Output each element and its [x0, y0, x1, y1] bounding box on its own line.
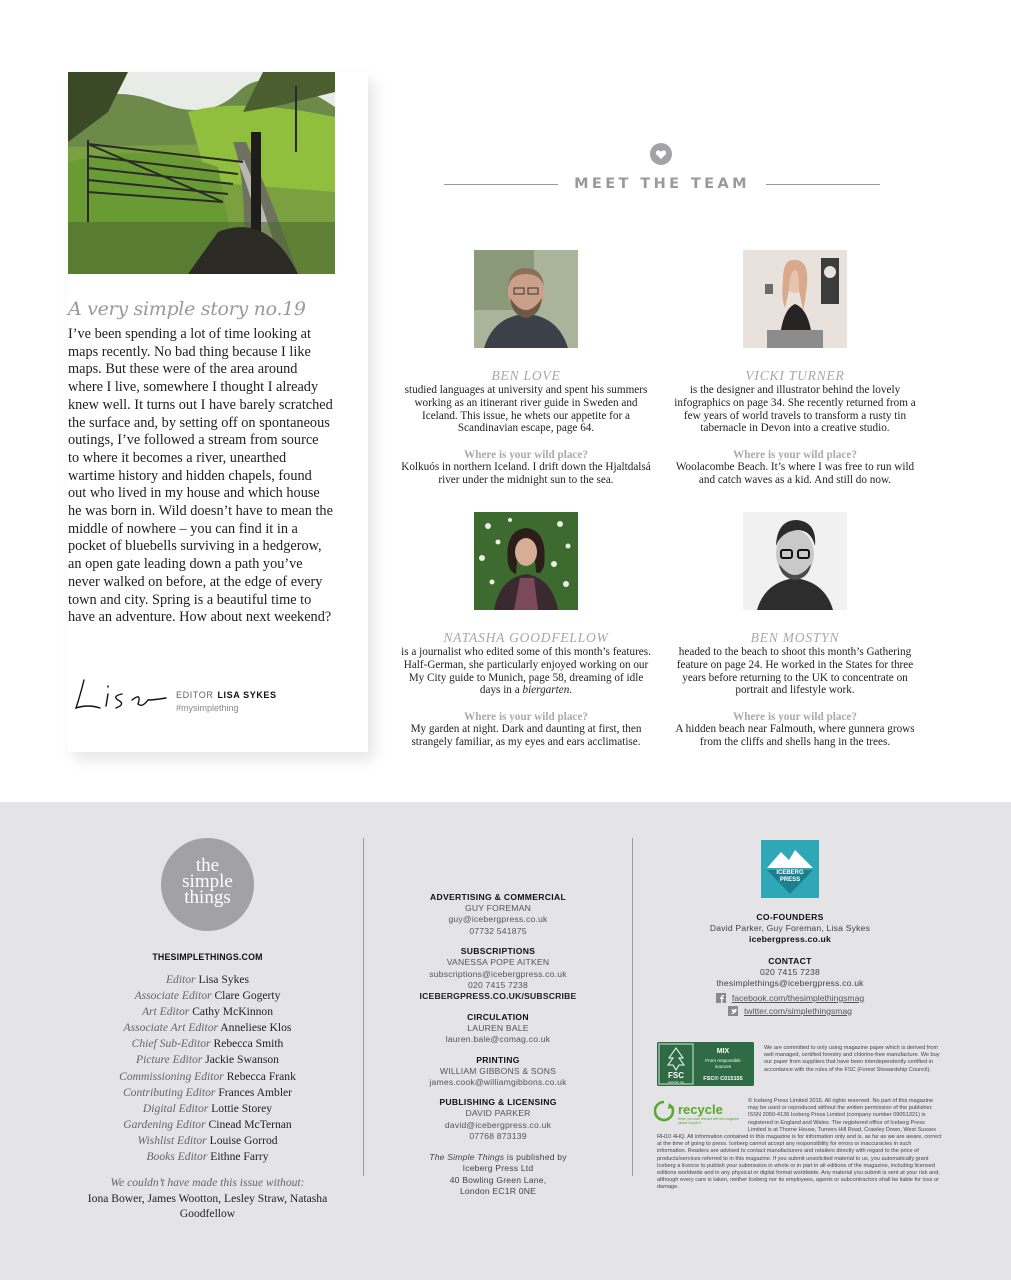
twitter-link[interactable]	[690, 1006, 890, 1016]
member-name: NATASHA GOODFELLOW	[443, 630, 609, 645]
staff-name: Eithne Farry	[210, 1150, 269, 1164]
member-name: VICKI TURNER	[745, 368, 845, 383]
contact-email[interactable]: subscriptions@icebergpress.co.uk	[429, 968, 567, 979]
wild-place-answer: My garden at night. Dark and daunting at first, then strangely familiar, as my eyes and ears acclimatise.	[410, 723, 642, 748]
facebook-icon	[716, 993, 726, 1003]
published-by: is published by	[506, 1151, 567, 1162]
logo-line: things	[184, 887, 231, 908]
staff-role: Contributing Editor	[122, 1085, 216, 1099]
team-heading-row	[444, 174, 880, 196]
fsc-code: FSC® C015155	[703, 1076, 743, 1082]
staff-name: Lisa Sykes	[198, 973, 250, 986]
member-bio: is the designer and illustrator behind the lovely infographics on page 34. She recently returned from a few years of world travels to transform a rusty tin tabernacle in Devon into a creative studio.	[674, 384, 916, 435]
contact-phone: 020 7415 7238	[468, 980, 528, 991]
staff-role: Associate Editor	[134, 989, 212, 1003]
team-member-ben-mostyn	[670, 512, 920, 749]
contact-line: GUY FOREMAN	[464, 903, 532, 913]
contact-printing	[398, 1055, 598, 1089]
team-member-natasha-goodfellow	[401, 512, 651, 749]
publisher-line: London EC1R 0NE	[459, 1185, 537, 1196]
staff-role: Art Editor	[141, 1005, 190, 1019]
iceberg-logo-text: ICEBERG	[776, 870, 804, 876]
staff-item	[80, 1085, 335, 1101]
contact-heading: CONTACT	[768, 955, 812, 966]
staff-role: Books Editor	[146, 1150, 208, 1164]
staff-name: Anneliese Klos	[220, 1021, 292, 1035]
contact-email[interactable]: david@icebergpress.co.uk	[444, 1119, 552, 1130]
company-site[interactable]: icebergpress.co.uk	[749, 934, 831, 945]
fsc-mix: MIX	[716, 1048, 730, 1055]
contact-phone: 020 7415 7238	[760, 966, 820, 977]
staff-name: Louise Gorrod	[209, 1133, 278, 1147]
staff-name: Rebecca Frank	[226, 1069, 296, 1083]
wild-place-question: Where is your wild place?	[464, 449, 588, 462]
editor-line	[176, 690, 277, 700]
facebook-url: facebook.com/thesimplethingsmag	[731, 992, 865, 1003]
staff-role: Wishlist Editor	[137, 1133, 207, 1147]
contact-line: VANESSA POPE AITKEN	[446, 957, 550, 968]
natasha-goodfellow-photo	[474, 512, 578, 610]
member-bio: is a journalist who edited some of this month’s features. Half-German, she particularly enjoyed working on our My City guide to Munich, page 58, dreaming of idle days in a biergarten.	[401, 646, 651, 697]
fsc-statement: We are committed to only using magazine paper which is derived from well managed, certified forestry and chlorine-free manufacture. We buy our paper from suppliers that have been interdependently certified in accordance with the rules of the FSC (Forest Stewardship Council).	[764, 1045, 940, 1073]
staff-role: Commissioning Editor	[119, 1069, 224, 1083]
magazine-name: The Simple Things	[429, 1151, 505, 1162]
recycle-label: recycle	[678, 1102, 723, 1117]
iceberg-press-logo	[761, 840, 819, 898]
contact-email[interactable]: lauren.bale@comag.co.uk	[445, 1034, 551, 1045]
wild-place-question: Where is your wild place?	[464, 711, 588, 724]
subscribe-link[interactable]: ICEBERGPRESS.CO.UK/SUBSCRIBE	[419, 991, 577, 1002]
company-info	[690, 912, 890, 1016]
credits-section	[0, 802, 1011, 1280]
story-title: A very simple story no.19	[68, 298, 306, 320]
contact-email[interactable]: james.cook@williamgibbons.co.uk	[429, 1077, 567, 1088]
editor-label: EDITOR	[176, 690, 214, 700]
iceberg-logo-text: PRESS	[779, 877, 801, 883]
fsc-badge	[657, 1042, 754, 1086]
logo-line: the	[195, 855, 220, 876]
contact-title: CIRCULATION	[467, 1011, 529, 1022]
editor-hashtag: #mysimplething	[176, 703, 239, 713]
staff-item	[80, 1004, 335, 1020]
staff-role: Editor	[165, 973, 196, 986]
twitter-url: twitter.com/simplethingsmag	[744, 1005, 852, 1016]
column-divider	[632, 838, 633, 1176]
column-divider	[363, 838, 364, 1176]
spacer	[690, 946, 890, 956]
legal-copyright: © Iceberg Press Limited 2016. All rights reserved. No part of this magazine may be used or reproduced without the written permission of the publisher. ISSN 2050-4136 Iceberg Press Limited (company number 09051321) is registered in England and Wales. The registered office of Iceberg Press Limited is at Thorne House, Turners Hill Road, Crawley Down, West Sussex RH10 4HQ. All information contained in this magazine is for information only and is, as far as we are aware, correct at the time of going to press. Iceberg cannot accept any responsibility for errors or inaccuracies in such information. Readers are advised to contact manufacturers and retailers directly with regard to the price of products/services referred to in this magazine. If you submit unsolicited material to us, you automatically grant Iceberg a licence to publish your submission in whole or in part in all editions of the magazine, including licensed editions worldwide and in any physical or digital format worldwide. Any material you submit is sent at your risk and, although every care is taken, neither Iceberg nor its employees, agents or subcontractors shall be liable for loss or damage.	[657, 1098, 942, 1191]
thanks-heading: We couldn’t have made this issue without:	[110, 1176, 305, 1189]
staff-name: Frances Ambler	[218, 1085, 293, 1099]
editor-signature	[70, 670, 170, 718]
editor-letter-card	[68, 72, 368, 752]
staff-role: Associate Art Editor	[123, 1021, 219, 1035]
member-bio-italic: biergarten	[522, 684, 570, 697]
member-bio: studied languages at university and spent his summers working as an itinerant river guide in Sweden and Iceland. This issue, he whets our appetite for a Scandinavian escape, page 64.	[404, 384, 648, 435]
wild-place-question: Where is your wild place?	[733, 449, 857, 462]
fsc-site: www.fsc.org	[667, 1080, 685, 1084]
staff-name: Clare Gogerty	[214, 989, 281, 1003]
member-bio: headed to the beach to shoot this month’s Gathering feature on page 24. He worked in the States for three years before returning to the UK to concentrate on portrait and lifestyle work.	[676, 646, 914, 697]
editor-credit	[176, 690, 277, 713]
contact-phone: 07768 873139	[469, 1131, 527, 1142]
contact-email[interactable]: guy@icebergpress.co.uk	[448, 914, 548, 925]
wild-place-answer: Woolacombe Beach. It’s where I was free to run wild and catch waves as a kid. And still do now.	[675, 461, 915, 486]
staff-role: Gardening Editor	[123, 1117, 206, 1131]
recycle-sub: When you have finished with this magazine please recycle it.	[678, 1117, 740, 1125]
staff-item	[80, 1101, 335, 1117]
publisher-line: Iceberg Press Ltd	[462, 1163, 534, 1174]
contact-advertising	[398, 892, 598, 937]
contact-subscriptions	[398, 946, 598, 1003]
staff-item	[80, 1133, 335, 1149]
contact-line: WILLIAM GIBBONS & SONS	[439, 1065, 557, 1076]
contact-email[interactable]: thesimplethings@icebergpress.co.uk	[716, 978, 864, 989]
staff-name: Jackie Swanson	[205, 1053, 279, 1067]
logo-text	[161, 855, 254, 908]
wild-place-answer: A hidden beach near Falmouth, where gunnera grows from the cliffs and shells hang in the trees.	[675, 723, 915, 748]
member-name: BEN MOSTYN	[750, 630, 840, 645]
contact-phone: 07732 541875	[469, 925, 527, 936]
staff-item	[80, 988, 335, 1004]
simple-things-logo	[161, 838, 254, 931]
contact-line: LAUREN BALE	[467, 1022, 529, 1033]
ben-mostyn-photo	[743, 512, 847, 610]
contacts-column	[398, 892, 598, 1197]
twitter-icon	[728, 1006, 738, 1016]
staff-name: Cathy McKinnon	[192, 1005, 274, 1019]
contact-title: PUBLISHING & LICENSING	[439, 1097, 557, 1108]
contact-publishing	[398, 1097, 598, 1142]
member-bio-text: is a journalist who edited some of this month’s features. Half-German, she particularly enjoyed working on our My City guide to Munich, page 58, dreaming of idle days in a	[401, 646, 651, 697]
cofounders-title: CO-FOUNDERS	[756, 912, 824, 922]
staff-item	[80, 1020, 335, 1036]
landscape-gate-photo	[68, 72, 335, 274]
story-body: I’ve been spending a lot of time looking at maps recently. No bad thing because I like maps. But these were of the area around where I live, somewhere I thought I already knew well. It turns out I have barely scratched the surface and, by setting off on spontaneous outings, I’ve followed a stream from source to where it becomes a river, unearthed wartime history and hidden chapels, found out who lived in my house and which house he was born in. Wild doesn’t have to mean the middle of nowhere – you can find it in a pocket of bluebells surviving in a hedgerow, an open gate leading down a path you’ve never walked on before, at the edge of every town and city. Spring is a beautiful time to have an adventure. How about next weekend?	[68, 326, 333, 626]
member-name: BEN LOVE	[491, 368, 561, 383]
cofounders-names: David Parker, Guy Foreman, Lisa Sykes	[709, 923, 871, 933]
team-member-vicki-turner	[670, 250, 920, 487]
staff-item	[80, 1052, 335, 1068]
wild-place-question: Where is your wild place?	[733, 711, 857, 724]
contact-title: SUBSCRIPTIONS	[460, 946, 536, 957]
heart-icon	[650, 143, 672, 165]
publisher-line: 40 Bowling Green Lane,	[449, 1174, 547, 1185]
staff-item	[80, 1036, 335, 1052]
staff-role: Chief Sub-Editor	[131, 1037, 211, 1051]
vicki-turner-photo	[743, 250, 847, 348]
logo-line: simple	[182, 871, 233, 892]
team-member-ben-love	[401, 250, 651, 487]
fsc-paper: From responsible	[705, 1058, 741, 1063]
staff-item	[80, 1149, 335, 1165]
staff-item	[80, 1069, 335, 1085]
site-url[interactable]: THESIMPLETHINGS.COM	[152, 952, 263, 962]
facebook-link[interactable]	[690, 993, 890, 1003]
fsc-label: FSC	[668, 1071, 684, 1080]
staff-role: Picture Editor	[136, 1053, 203, 1067]
staff-role: Digital Editor	[142, 1101, 209, 1115]
staff-name: Cinead McTernan	[208, 1117, 292, 1131]
editor-name: LISA SYKES	[217, 690, 277, 700]
staff-name: Rebecca Smith	[213, 1037, 284, 1051]
wild-place-answer: Kolkuós in northern Iceland. I drift down the Hjaltdalsá river under the midnight sun to the sea.	[401, 461, 651, 486]
contact-title: PRINTING	[476, 1054, 520, 1065]
staff-item	[80, 1117, 335, 1133]
publisher-line	[398, 1152, 598, 1163]
staff-item	[80, 972, 335, 988]
contact-circulation	[398, 1012, 598, 1046]
thanks-names: Iona Bower, James Wootton, Lesley Straw, Natasha Goodfellow	[87, 1192, 328, 1220]
contact-line: DAVID PARKER	[465, 1108, 531, 1119]
staff-name: Lottie Storey	[211, 1101, 273, 1115]
staff-list	[80, 972, 335, 1165]
publisher-note	[398, 1152, 598, 1198]
ben-love-photo	[474, 250, 578, 348]
contact-title: ADVERTISING & COMMERCIAL	[429, 892, 567, 902]
team-heading: MEET THE TEAM	[574, 176, 750, 192]
fsc-sources: sources	[714, 1064, 732, 1069]
